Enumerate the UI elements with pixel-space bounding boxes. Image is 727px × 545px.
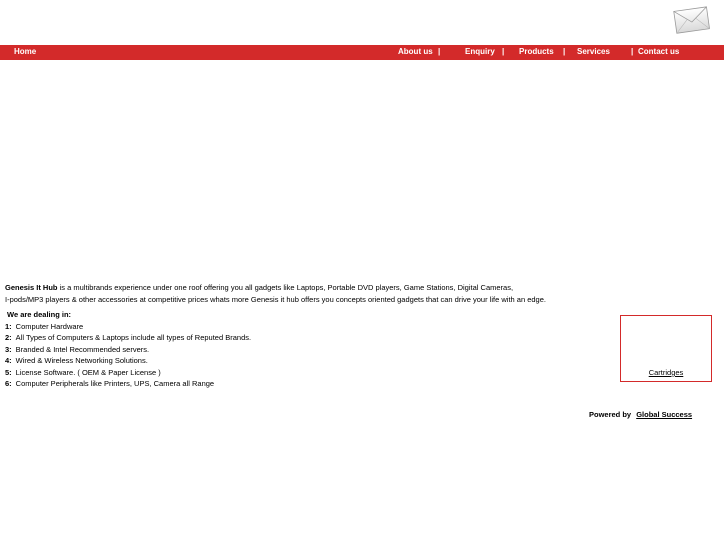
list-text: Branded & Intel Recommended servers. (15, 344, 150, 354)
list-item (5, 355, 251, 366)
intro-line-2: I-pods/MP3 players & other accessories at competitive prices whats more Genesis it hub offers you concepts oriented gadgets that can drive your life with an edge. (5, 294, 546, 304)
powered-by (589, 410, 692, 419)
list-text: Wired & Wireless Networking Solutions. (15, 356, 148, 366)
nav-products[interactable]: Products (519, 47, 554, 56)
dealing-heading: We are dealing in: (7, 310, 72, 319)
nav-separator: | (631, 47, 634, 56)
brand-name: Genesis It Hub (5, 283, 58, 292)
cartridges-box (620, 364, 712, 382)
nav-enquiry[interactable]: Enquiry (465, 47, 495, 56)
list-item (5, 332, 251, 343)
list-number: 1: (5, 322, 12, 331)
powered-by-label: Powered by (589, 410, 632, 419)
dealing-list (5, 321, 251, 389)
intro-text-1: is a multibrands experience under one roof offering you all gadgets like Laptops, Portable DVD players, Game Stations, Digital Cameras, (57, 283, 514, 292)
list-number: 2: (5, 333, 12, 343)
global-success-link[interactable]: Global Success (636, 410, 693, 419)
nav-contact-us[interactable]: Contact us (638, 47, 680, 56)
list-text: Computer Peripherals like Printers, UPS, Camera all Range (15, 379, 215, 389)
list-item (5, 344, 251, 355)
intro-paragraph (5, 282, 546, 305)
list-number: 3: (5, 344, 12, 354)
nav-home[interactable]: Home (14, 47, 37, 56)
cartridges-link[interactable]: Cartridges (648, 368, 684, 377)
nav-separator: | (502, 47, 505, 56)
envelope-icon[interactable] (673, 3, 711, 35)
list-item (5, 321, 251, 332)
list-text: License Software. ( OEM & Paper License ) (15, 367, 161, 377)
list-text: All Types of Computers & Laptops include all types of Reputed Brands. (15, 333, 252, 343)
list-item (5, 367, 251, 378)
list-number: 4: (5, 356, 12, 366)
product-image-box (620, 315, 712, 365)
main-nav-bar (0, 45, 724, 60)
nav-separator: | (563, 47, 566, 56)
list-text: Computer Hardware (15, 322, 84, 331)
nav-separator: | (438, 47, 441, 56)
list-number: 5: (5, 367, 12, 377)
list-number: 6: (5, 379, 12, 389)
list-item (5, 378, 251, 389)
nav-about-us[interactable]: About us (398, 47, 433, 56)
intro-line-1 (5, 282, 546, 294)
nav-services[interactable]: Services (577, 47, 610, 56)
